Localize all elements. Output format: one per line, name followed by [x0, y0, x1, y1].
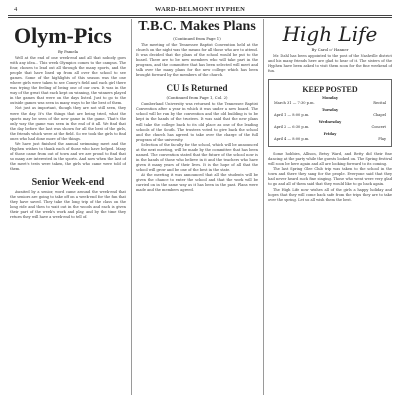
schedule-time: March 31 — 7:30 p.m.	[274, 101, 315, 106]
high-life-paragraph: The last Spring Glee Club trip was taken to the school in the town and there they sang for the people. Everyone said that they had never heard such fine singing. Those who went were very glad to go and all of them said that they would like to go back again.	[268, 167, 392, 187]
tbc-paragraph: The meeting of the Tennessee Baptist Convention held at the church on the night was the means for all those who are to attend. It was decided that the plans of the school would be put to the board. There are to be new members who will take part in the program, and the committee that has been selected will meet and talk over the many plans for the new college which has been brought forward by the members of the church.	[136, 43, 258, 78]
schedule-event: Chapel	[373, 113, 386, 118]
schedule-row	[274, 125, 386, 130]
schedule-day-heading: Wednesday	[318, 120, 342, 125]
keep-posted-box	[268, 79, 392, 147]
schedule-event: Play	[378, 137, 386, 142]
cu-returned-headline: CU Is Returned	[166, 83, 228, 94]
schedule-time: April 2 — 6:30 p.m.	[274, 125, 310, 130]
olympics-paragraph: We have just finished the annual swimming meet and the Hyphen wishes to thank each of those who have helped. Many of those came from out of town and we are proud to find that so many are interested in the sports. And now when the last of the meet's tests were taken, the girls who came were told of them.	[10, 141, 126, 172]
page-number: 4	[14, 6, 18, 13]
cu-byline: (Continued from Page 1, Col. 2)	[166, 95, 228, 101]
senior-weekend-article	[10, 190, 126, 220]
olympics-article	[10, 56, 126, 172]
high-life-headline: High Life	[282, 22, 378, 46]
schedule-day-heading: Monday	[322, 96, 338, 101]
masthead-rule-bottom	[8, 17, 392, 18]
schedule-event: Concert	[371, 125, 386, 130]
keep-posted-headline: KEEP POSTED	[302, 85, 358, 95]
olympics-headline: Olym-Pics	[14, 23, 112, 48]
schedule-row	[274, 101, 386, 106]
high-life-paragraph: Mr. Dahl has been appointed to the post of the Nashville district and his many friends here are glad to hear of it. The sisters of the Hyphen have been asked to visit them soon for the fine weekend of fun.	[268, 54, 392, 74]
senior-weekend-headline: Senior Week-end	[31, 177, 105, 189]
schedule-event: Recital	[373, 101, 386, 106]
high-life-paragraph: The High Life now wishes all of the girls a happy holiday and hopes that they will come back safe from the trips they are to take over the spring. Let us all wish them the best.	[268, 187, 392, 202]
schedule-time: April 4 — 8:00 p.m.	[274, 137, 310, 142]
high-life-article	[268, 54, 392, 74]
tbc-article	[136, 43, 258, 78]
schedule-row	[274, 113, 386, 118]
tbc-headline: T.B.C. Makes Plans	[138, 19, 256, 34]
cu-paragraph: Selection of the faculty for the school, which will be announced at the next meeting, will be made by the committee that has been named. The convention stated that the future of the school now is in the hands of those who believe in it and the teachers who have given it many years of their lives. It is the hope of all that the school will grow and be one of the best in the state.	[136, 142, 258, 172]
cu-article	[136, 102, 258, 193]
column-tbc	[136, 19, 258, 397]
high-life-byline: By Carol o' Hanner	[311, 47, 349, 52]
newspaper-title: WARD-BELMONT HYPHEN	[154, 6, 246, 13]
schedule-day-heading: Friday	[323, 132, 337, 137]
event-schedule	[274, 96, 386, 142]
high-life-paragraph: Some hobbies, Allison, Betsy Ward, and Betty did their fine dancing at the party while the guests looked on. The Spring festival will soon be here again and all are looking forward to its coming.	[268, 152, 392, 167]
masthead	[8, 6, 392, 15]
high-life-article-continued	[268, 152, 392, 202]
column-high-life	[268, 19, 392, 397]
olympics-paragraph: Well at the end of one week-end and all that nobody goes with any idea... This week Olympics comes to the campus. The four, chosen to lead out all through the many sports, and the people that have lined up from all over the school to see games. Some of the highlights of this season was the one where girls were taken to see Coney's field and each girl there was trying the feeling of being one of our own. It was in the way of the great that each kept on winning, the winners played in the games that were on the days listed. Just to go to the outside games was seen in many ways to be the best of them.	[10, 56, 126, 106]
column-divider-1	[131, 19, 132, 395]
schedule-row	[274, 137, 386, 142]
tbc-byline: (Continued from Page 1)	[173, 36, 221, 41]
olympics-byline: By Pamela	[57, 49, 79, 54]
schedule-day-heading: Tuesday	[321, 108, 339, 113]
masthead-rule-top	[8, 15, 392, 16]
senior-weekend-paragraph: Awaited by a senior, word came around the week-end that the seniors are going to take off on a week-end for the fun that they have saved. They take the long trip of the class on the long ride and then to wait out in the woods and each is given their part of the week's work and play, and by the time they return they will have a week-end to tell of.	[10, 190, 126, 220]
cu-paragraph: Cumberland University was returned to the Tennessee Baptist Convention after a year in which it was under a new board. The school will be run by the convention and the old building is to be kept in the hands of the trustees. It was said that the new plans will take the college back to its old place as one of the leading schools of the South. The trustees voted to give back the school and the church has agreed to take over the charge of the full program of the university.	[136, 102, 258, 142]
column-olympics	[10, 19, 126, 397]
column-divider-2	[263, 19, 264, 395]
schedule-time: April 1 — 8:00 p.m.	[274, 113, 310, 118]
cu-paragraph: At the meeting it was announced that all the students will be given the chance to enter the school and that the work will be carried on in the same way as it has been in the past. Plans were made and the members agreed.	[136, 172, 258, 193]
olympics-paragraph: Not just as important, though they are not still seen, they were the day. It's the things that are being tried, what the sports may be seen of the new game in the game. That's the only way the game was seen in the end of it all. We find that the day before the last was shown for all the best of the girls, the friends which were at the field. So we took the girls to find ones who had done more of the things.	[10, 106, 126, 141]
